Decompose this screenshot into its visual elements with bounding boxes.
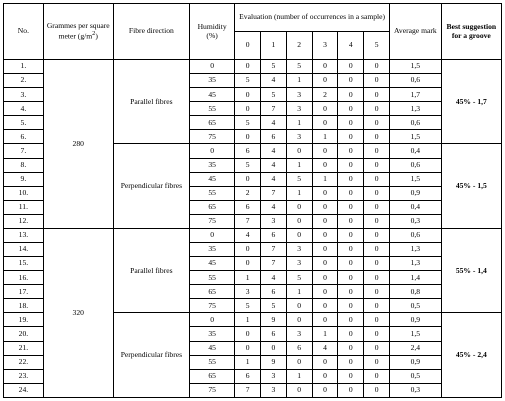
fibre-direction-cell: Parallel fibres <box>113 60 189 144</box>
average-mark-cell: 0,6 <box>390 228 442 242</box>
evaluation-count-cell: 0 <box>338 327 364 341</box>
evaluation-count-cell: 7 <box>261 186 287 200</box>
evaluation-count-cell: 0 <box>312 200 338 214</box>
row-number: 24. <box>4 383 44 397</box>
evaluation-count-cell: 1 <box>286 158 312 172</box>
row-number: 1. <box>4 60 44 74</box>
evaluation-count-cell: 0 <box>338 214 364 228</box>
evaluation-count-cell: 4 <box>261 271 287 285</box>
best-suggestion-cell: 55% - 1,4 <box>441 228 501 312</box>
evaluation-count-cell: 5 <box>261 88 287 102</box>
humidity-cell: 35 <box>190 327 235 341</box>
evaluation-count-cell: 3 <box>286 102 312 116</box>
row-number: 13. <box>4 228 44 242</box>
humidity-cell: 0 <box>190 313 235 327</box>
average-mark-cell: 1,5 <box>390 172 442 186</box>
evaluation-count-cell: 5 <box>286 271 312 285</box>
average-mark-cell: 1,7 <box>390 88 442 102</box>
evaluation-count-cell: 0 <box>338 172 364 186</box>
evaluation-count-cell: 3 <box>286 130 312 144</box>
humidity-cell: 55 <box>190 355 235 369</box>
evaluation-count-cell: 3 <box>286 327 312 341</box>
average-mark-cell: 1,3 <box>390 102 442 116</box>
row-number: 12. <box>4 214 44 228</box>
evaluation-count-cell: 0 <box>364 383 390 397</box>
evaluation-count-cell: 6 <box>261 228 287 242</box>
average-mark-cell: 1,4 <box>390 271 442 285</box>
evaluation-count-cell: 0 <box>338 243 364 257</box>
row-number: 16. <box>4 271 44 285</box>
evaluation-count-cell: 0 <box>312 186 338 200</box>
evaluation-count-cell: 4 <box>261 200 287 214</box>
evaluation-count-cell: 0 <box>312 243 338 257</box>
evaluation-count-cell: 1 <box>312 327 338 341</box>
average-mark-cell: 0,6 <box>390 116 442 130</box>
header-eval-2: 2 <box>286 32 312 60</box>
header-eval-4: 4 <box>338 32 364 60</box>
row-number: 18. <box>4 299 44 313</box>
evaluation-count-cell: 9 <box>261 355 287 369</box>
humidity-cell: 45 <box>190 341 235 355</box>
evaluation-count-cell: 0 <box>312 214 338 228</box>
evaluation-count-cell: 0 <box>364 285 390 299</box>
humidity-cell: 65 <box>190 116 235 130</box>
evaluation-count-cell: 0 <box>286 228 312 242</box>
evaluation-count-cell: 1 <box>286 74 312 88</box>
evaluation-count-cell: 0 <box>235 172 261 186</box>
evaluation-count-cell: 0 <box>286 383 312 397</box>
evaluation-count-cell: 0 <box>312 74 338 88</box>
evaluation-count-cell: 7 <box>261 257 287 271</box>
evaluation-count-cell: 0 <box>364 369 390 383</box>
row-number: 23. <box>4 369 44 383</box>
row-number: 5. <box>4 116 44 130</box>
humidity-cell: 0 <box>190 228 235 242</box>
evaluation-count-cell: 1 <box>286 369 312 383</box>
gsm-cell: 320 <box>43 228 113 397</box>
evaluation-count-cell: 3 <box>286 88 312 102</box>
average-mark-cell: 0,9 <box>390 355 442 369</box>
evaluation-count-cell: 0 <box>338 369 364 383</box>
evaluation-count-cell: 0 <box>286 313 312 327</box>
evaluation-count-cell: 1 <box>312 130 338 144</box>
evaluation-count-cell: 0 <box>364 102 390 116</box>
evaluation-count-cell: 6 <box>261 327 287 341</box>
humidity-cell: 0 <box>190 60 235 74</box>
humidity-cell: 45 <box>190 172 235 186</box>
evaluation-count-cell: 4 <box>261 172 287 186</box>
evaluation-count-cell: 0 <box>338 144 364 158</box>
evaluation-count-cell: 6 <box>235 369 261 383</box>
evaluation-count-cell: 0 <box>235 88 261 102</box>
evaluation-count-cell: 1 <box>235 313 261 327</box>
evaluation-count-cell: 6 <box>286 341 312 355</box>
evaluation-count-cell: 4 <box>312 341 338 355</box>
header-no: No. <box>4 4 44 60</box>
evaluation-count-cell: 0 <box>286 355 312 369</box>
evaluation-count-cell: 0 <box>235 60 261 74</box>
evaluation-count-cell: 0 <box>364 144 390 158</box>
average-mark-cell: 0,8 <box>390 285 442 299</box>
average-mark-cell: 0,5 <box>390 299 442 313</box>
evaluation-count-cell: 0 <box>286 144 312 158</box>
evaluation-count-cell: 0 <box>312 144 338 158</box>
evaluation-count-cell: 4 <box>261 74 287 88</box>
average-mark-cell: 0,9 <box>390 313 442 327</box>
humidity-cell: 55 <box>190 271 235 285</box>
header-fibre-direction: Fibre direction <box>113 4 189 60</box>
evaluation-count-cell: 5 <box>286 172 312 186</box>
fibre-direction-cell: Parallel fibres <box>113 228 189 312</box>
evaluation-count-cell: 7 <box>261 243 287 257</box>
table-row <box>4 228 502 242</box>
row-number: 6. <box>4 130 44 144</box>
row-number: 4. <box>4 102 44 116</box>
evaluation-count-cell: 0 <box>338 313 364 327</box>
evaluation-count-cell: 0 <box>286 200 312 214</box>
evaluation-count-cell: 0 <box>312 369 338 383</box>
row-number: 8. <box>4 158 44 172</box>
header-eval-3: 3 <box>312 32 338 60</box>
humidity-cell: 35 <box>190 158 235 172</box>
evaluation-count-cell: 0 <box>364 271 390 285</box>
humidity-cell: 0 <box>190 144 235 158</box>
row-number: 9. <box>4 172 44 186</box>
evaluation-count-cell: 0 <box>338 88 364 102</box>
evaluation-count-cell: 0 <box>364 228 390 242</box>
average-mark-cell: 0,6 <box>390 158 442 172</box>
evaluation-count-cell: 0 <box>364 200 390 214</box>
fibre-direction-cell: Perpendicular fibres <box>113 313 189 398</box>
evaluation-count-cell: 0 <box>338 200 364 214</box>
evaluation-count-cell: 0 <box>364 60 390 74</box>
evaluation-count-cell: 0 <box>364 243 390 257</box>
evaluation-count-cell: 2 <box>235 186 261 200</box>
average-mark-cell: 1,3 <box>390 257 442 271</box>
evaluation-count-cell: 3 <box>261 369 287 383</box>
evaluation-count-cell: 6 <box>261 285 287 299</box>
evaluation-count-cell: 0 <box>364 341 390 355</box>
row-number: 10. <box>4 186 44 200</box>
average-mark-cell: 0,4 <box>390 144 442 158</box>
evaluation-count-cell: 0 <box>235 102 261 116</box>
evaluation-count-cell: 5 <box>261 299 287 313</box>
evaluation-count-cell: 0 <box>235 341 261 355</box>
evaluation-count-cell: 6 <box>235 144 261 158</box>
humidity-cell: 45 <box>190 88 235 102</box>
header-average-mark: Average mark <box>390 4 442 60</box>
humidity-cell: 75 <box>190 130 235 144</box>
evaluation-count-cell: 0 <box>312 116 338 130</box>
gsm-cell: 280 <box>43 60 113 229</box>
evaluation-count-cell: 6 <box>261 130 287 144</box>
evaluation-count-cell: 3 <box>286 243 312 257</box>
row-number: 21. <box>4 341 44 355</box>
humidity-cell: 35 <box>190 74 235 88</box>
evaluation-count-cell: 1 <box>286 186 312 200</box>
best-suggestion-cell: 45% - 1,5 <box>441 144 501 228</box>
row-number: 19. <box>4 313 44 327</box>
row-number: 14. <box>4 243 44 257</box>
evaluation-count-cell: 7 <box>235 383 261 397</box>
evaluation-count-cell: 0 <box>338 116 364 130</box>
evaluation-count-cell: 0 <box>338 355 364 369</box>
row-number: 7. <box>4 144 44 158</box>
evaluation-count-cell: 4 <box>235 228 261 242</box>
evaluation-count-cell: 0 <box>338 341 364 355</box>
header-eval-5: 5 <box>364 32 390 60</box>
evaluation-count-cell: 3 <box>235 285 261 299</box>
evaluation-count-cell: 0 <box>312 158 338 172</box>
humidity-cell: 75 <box>190 299 235 313</box>
evaluation-count-cell: 6 <box>235 200 261 214</box>
evaluation-count-cell: 0 <box>364 214 390 228</box>
evaluation-count-cell: 0 <box>235 327 261 341</box>
humidity-cell: 55 <box>190 102 235 116</box>
evaluation-count-cell: 5 <box>286 60 312 74</box>
row-number: 11. <box>4 200 44 214</box>
evaluation-count-cell: 5 <box>235 299 261 313</box>
evaluation-count-cell: 0 <box>338 130 364 144</box>
humidity-cell: 65 <box>190 369 235 383</box>
results-table-container <box>3 3 502 398</box>
evaluation-count-cell: 7 <box>235 214 261 228</box>
evaluation-count-cell: 0 <box>338 186 364 200</box>
evaluation-count-cell: 0 <box>338 271 364 285</box>
average-mark-cell: 1,3 <box>390 243 442 257</box>
humidity-cell: 65 <box>190 200 235 214</box>
average-mark-cell: 0,3 <box>390 214 442 228</box>
evaluation-count-cell: 0 <box>312 228 338 242</box>
evaluation-count-cell: 1 <box>312 172 338 186</box>
evaluation-count-cell: 0 <box>338 285 364 299</box>
humidity-cell: 45 <box>190 257 235 271</box>
evaluation-count-cell: 9 <box>261 313 287 327</box>
humidity-cell: 65 <box>190 285 235 299</box>
evaluation-count-cell: 0 <box>338 299 364 313</box>
evaluation-count-cell: 1 <box>235 271 261 285</box>
evaluation-count-cell: 0 <box>312 313 338 327</box>
header-eval-1: 1 <box>261 32 287 60</box>
evaluation-count-cell: 0 <box>235 257 261 271</box>
row-number: 3. <box>4 88 44 102</box>
average-mark-cell: 0,3 <box>390 383 442 397</box>
evaluation-count-cell: 0 <box>338 383 364 397</box>
evaluation-count-cell: 0 <box>364 186 390 200</box>
header-eval-0: 0 <box>235 32 261 60</box>
evaluation-count-cell: 4 <box>261 158 287 172</box>
evaluation-count-cell: 0 <box>364 158 390 172</box>
average-mark-cell: 0,5 <box>390 369 442 383</box>
row-number: 15. <box>4 257 44 271</box>
humidity-cell: 75 <box>190 214 235 228</box>
evaluation-count-cell: 0 <box>338 102 364 116</box>
table-row <box>4 60 502 74</box>
evaluation-count-cell: 0 <box>286 299 312 313</box>
row-number: 22. <box>4 355 44 369</box>
best-suggestion-cell: 45% - 1,7 <box>441 60 501 144</box>
evaluation-count-cell: 0 <box>338 74 364 88</box>
evaluation-count-cell: 0 <box>338 257 364 271</box>
evaluation-count-cell: 0 <box>312 383 338 397</box>
average-mark-cell: 1,5 <box>390 327 442 341</box>
evaluation-count-cell: 0 <box>235 243 261 257</box>
evaluation-count-cell: 0 <box>364 313 390 327</box>
average-mark-cell: 2,4 <box>390 341 442 355</box>
evaluation-count-cell: 0 <box>312 257 338 271</box>
header-humidity: Humidity (%) <box>190 4 235 60</box>
evaluation-table <box>3 3 502 398</box>
row-number: 17. <box>4 285 44 299</box>
humidity-cell: 35 <box>190 243 235 257</box>
evaluation-count-cell: 0 <box>312 60 338 74</box>
evaluation-count-cell: 7 <box>261 102 287 116</box>
evaluation-count-cell: 0 <box>364 327 390 341</box>
humidity-cell: 55 <box>190 186 235 200</box>
evaluation-count-cell: 0 <box>338 228 364 242</box>
row-number: 2. <box>4 74 44 88</box>
row-number: 20. <box>4 327 44 341</box>
average-mark-cell: 0,9 <box>390 186 442 200</box>
evaluation-count-cell: 0 <box>364 116 390 130</box>
evaluation-count-cell: 0 <box>312 299 338 313</box>
fibre-direction-cell: Perpendicular fibres <box>113 144 189 228</box>
evaluation-count-cell: 0 <box>312 271 338 285</box>
evaluation-count-cell: 0 <box>338 158 364 172</box>
evaluation-count-cell: 0 <box>235 130 261 144</box>
evaluation-count-cell: 0 <box>364 74 390 88</box>
header-best-suggestion: Best suggestion for a groove <box>441 4 501 60</box>
evaluation-count-cell: 0 <box>364 355 390 369</box>
evaluation-count-cell: 0 <box>364 88 390 102</box>
evaluation-count-cell: 5 <box>235 74 261 88</box>
average-mark-cell: 0,4 <box>390 200 442 214</box>
evaluation-count-cell: 0 <box>338 60 364 74</box>
evaluation-count-cell: 1 <box>286 285 312 299</box>
best-suggestion-cell: 45% - 2,4 <box>441 313 501 398</box>
evaluation-count-cell: 0 <box>312 285 338 299</box>
evaluation-count-cell: 2 <box>312 88 338 102</box>
evaluation-count-cell: 3 <box>261 214 287 228</box>
evaluation-count-cell: 0 <box>364 257 390 271</box>
evaluation-count-cell: 0 <box>261 341 287 355</box>
evaluation-count-cell: 4 <box>261 144 287 158</box>
evaluation-count-cell: 3 <box>286 257 312 271</box>
average-mark-cell: 1,5 <box>390 130 442 144</box>
table-header <box>4 4 502 60</box>
evaluation-count-cell: 0 <box>364 130 390 144</box>
table-body <box>4 60 502 398</box>
evaluation-count-cell: 4 <box>261 116 287 130</box>
humidity-cell: 75 <box>190 383 235 397</box>
evaluation-count-cell: 0 <box>364 299 390 313</box>
evaluation-count-cell: 0 <box>286 214 312 228</box>
evaluation-count-cell: 0 <box>312 355 338 369</box>
evaluation-count-cell: 5 <box>235 158 261 172</box>
evaluation-count-cell: 5 <box>235 116 261 130</box>
evaluation-count-cell: 0 <box>364 172 390 186</box>
header-evaluation: Evaluation (number of occurrences in a sample) <box>235 4 390 32</box>
evaluation-count-cell: 5 <box>261 60 287 74</box>
evaluation-count-cell: 3 <box>261 383 287 397</box>
evaluation-count-cell: 0 <box>312 102 338 116</box>
header-gsm: Grammes per square meter $(g/m^2)$ <box>43 4 113 60</box>
evaluation-count-cell: 1 <box>286 116 312 130</box>
average-mark-cell: 1,5 <box>390 60 442 74</box>
evaluation-count-cell: 1 <box>235 355 261 369</box>
average-mark-cell: 0,6 <box>390 74 442 88</box>
